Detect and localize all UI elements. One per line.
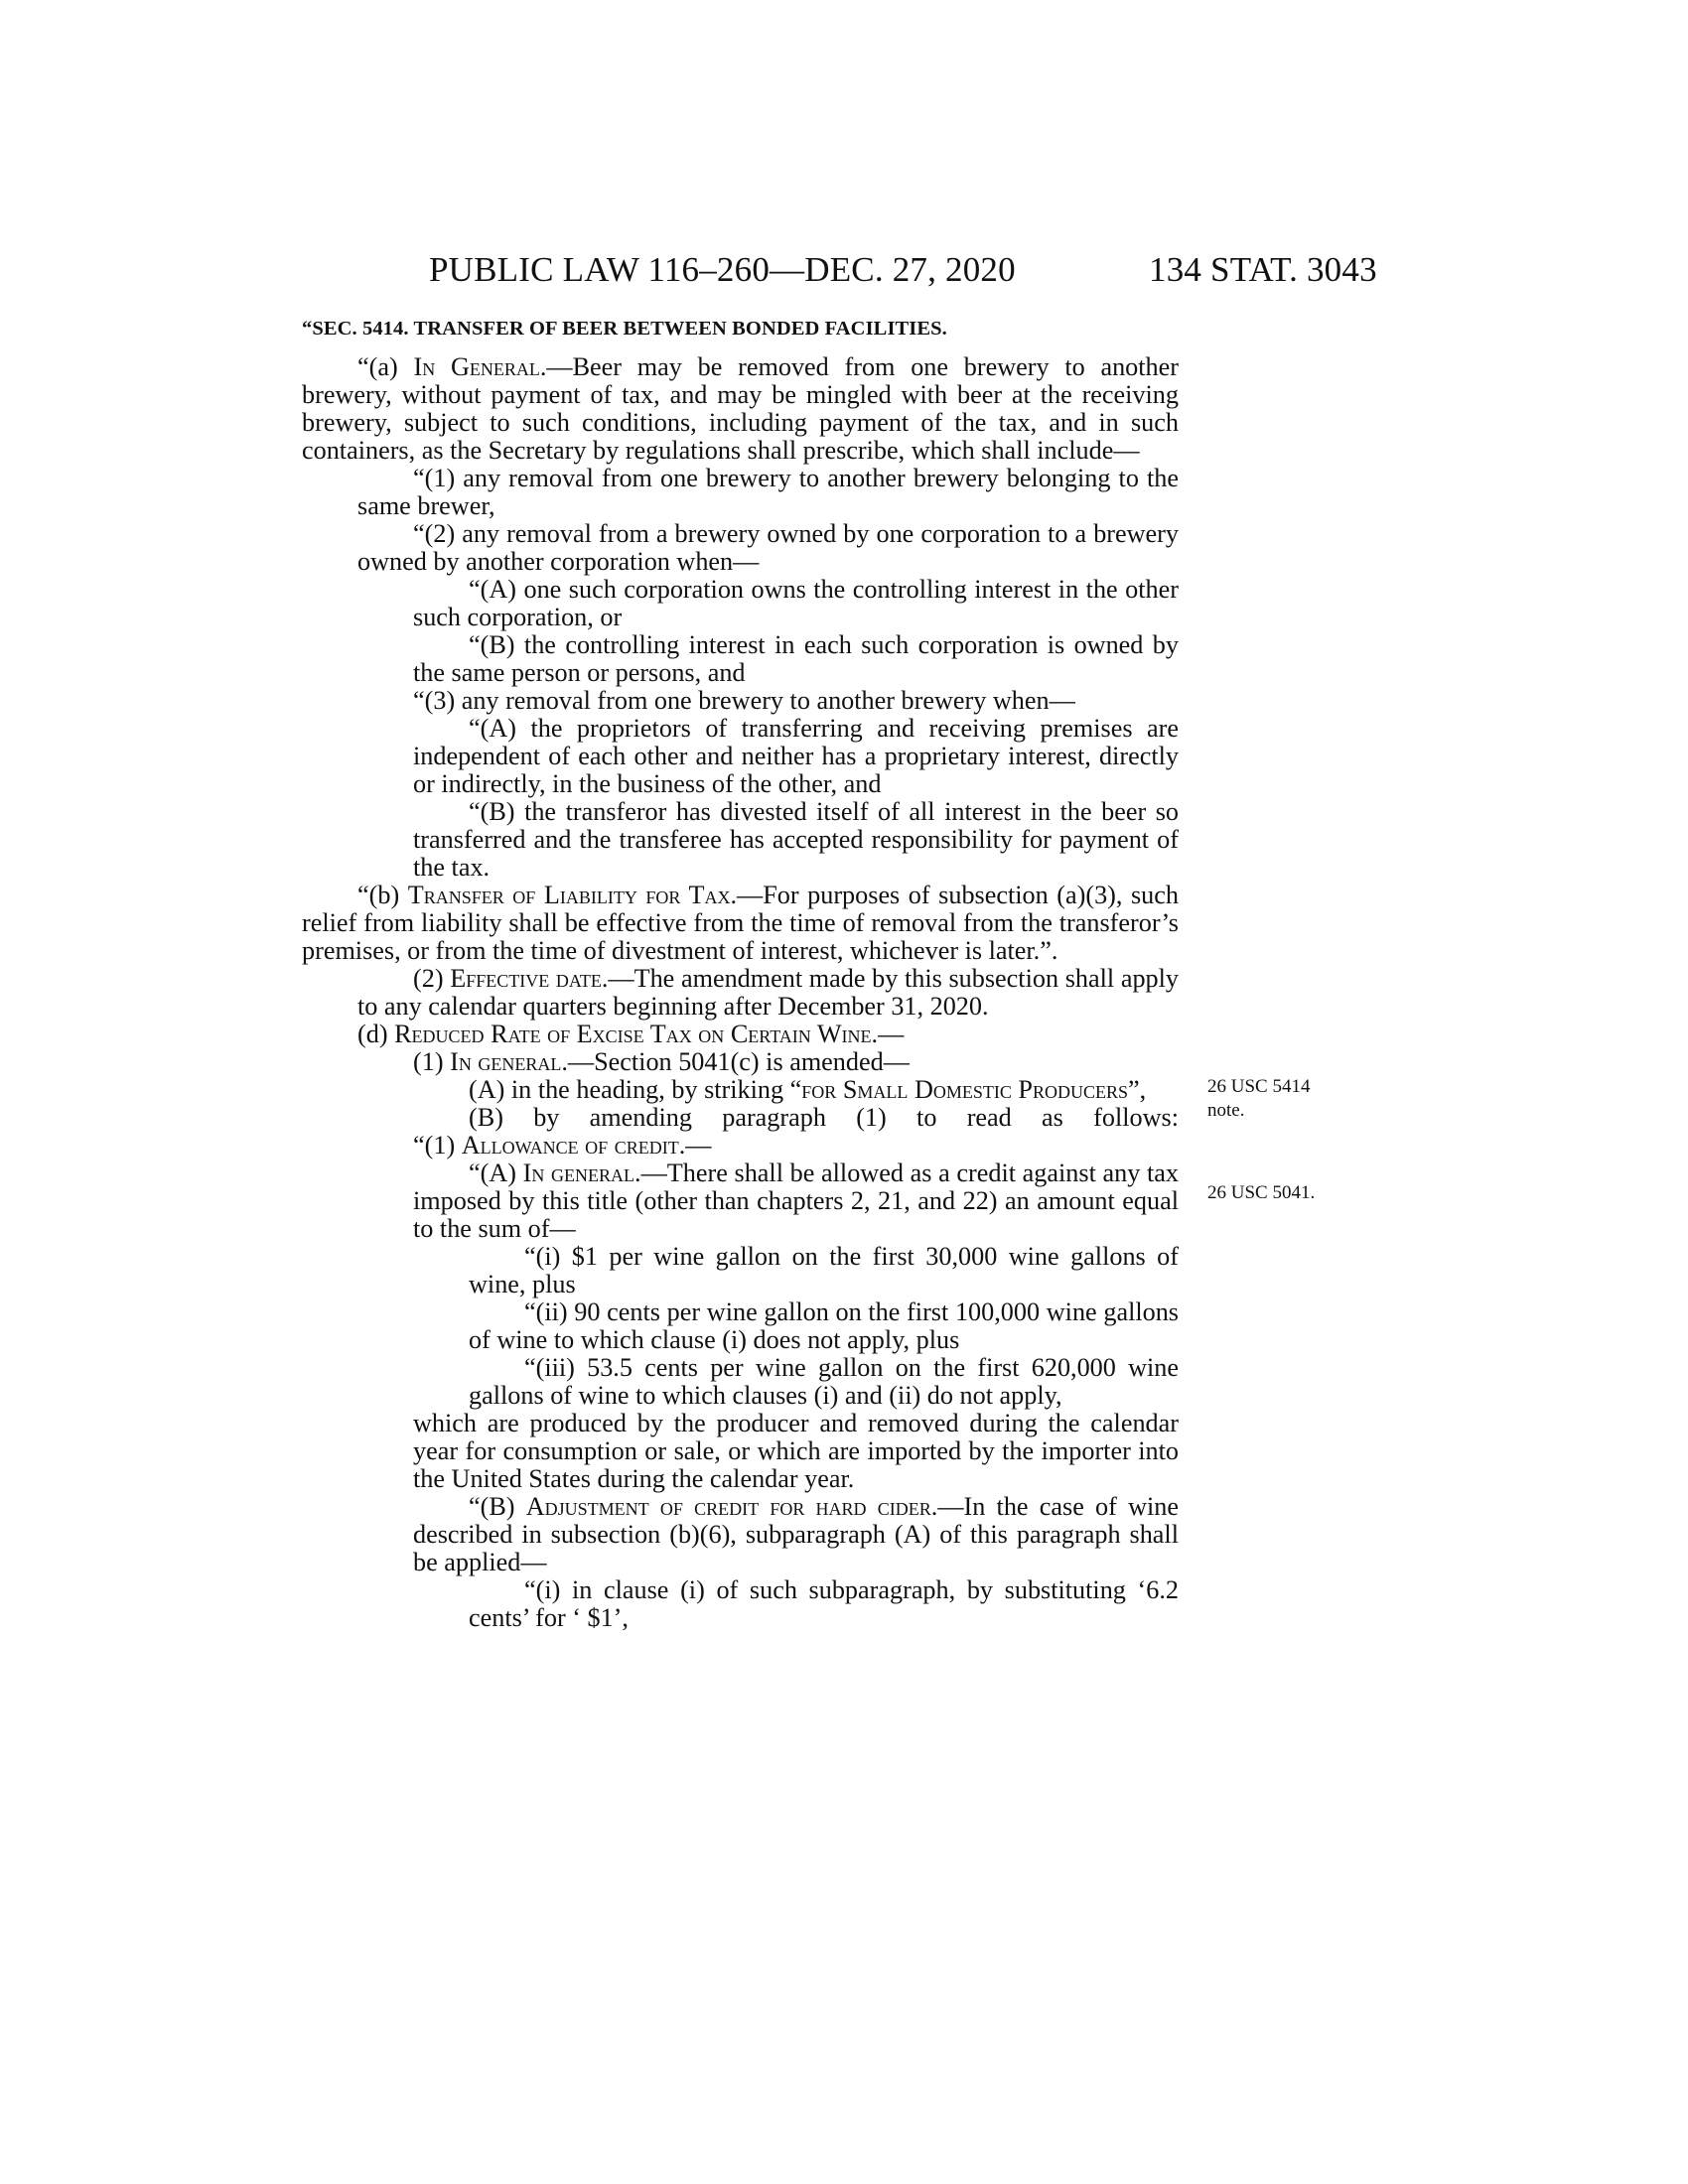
flush-language: which are produced by the producer and removed during the calendar year for consumption or sale, or which are imported by the importer into the United States during the calendar year. (413, 1409, 1179, 1493)
subsection-d-heading: Reduced Rate of Excise Tax on Certain Wine. (394, 1020, 879, 1048)
subsection-b-heading: Transfer of Liability for Tax. (407, 881, 738, 909)
allowance-of-credit-heading: Allowance of credit. (461, 1131, 686, 1160)
subparagraph-d1B: (B) by amending paragraph (1) to read as follows: (469, 1103, 1179, 1132)
subsection-d: (d) Reduced Rate of Excise Tax on Certain Wine.— (357, 1020, 905, 1048)
paragraph-d1: (1) In general.—Section 5041(c) is amended— (413, 1047, 910, 1076)
subsection-a-heading: In General. (413, 352, 547, 381)
paragraph-a2: “(2) any removal from a brewery owned by one corporation to a brewery owned by another corporation when— (357, 519, 1179, 576)
paragraph-a1: “(1) any removal from one brewery to another brewery belonging to the same brewer, (357, 464, 1179, 520)
effective-date-heading: Effective date. (450, 964, 609, 993)
subsection-a: “(a) In General.—Beer may be removed from one brewery to another brewery, without payment of tax, and may be mingled with beer at the receiving brewery, subject to such conditions, including payment of the tax, and in such containers, as the Secretary by regulations shall prescribe, which shall include— (302, 352, 1179, 465)
clause-ii: “(ii) 90 cents per wine gallon on the first 100,000 wine gallons of wine to which clause (i) does not apply, plus (469, 1297, 1179, 1354)
quoted-subparagraph-A: “(A) In general.—There shall be allowed as a credit against any tax imposed by this title (other than chapters 2, 21, and 22) an amount equal to the sum of— (413, 1159, 1179, 1243)
margin-note-26usc5414: 26 USC 5414 note. (1207, 1076, 1311, 1121)
subparagraph-a2A: “(A) one such corporation owns the controlling interest in the other such corporation, or (413, 575, 1179, 631)
running-header-title: PUBLIC LAW 116–260—DEC. 27, 2020 (429, 250, 1016, 289)
subparagraph-a3B: “(B) the transferor has divested itself of all interest in the beer so transferred and the transferee has accepted responsibility for payment of the tax. (413, 797, 1179, 882)
page-stat-number: 134 STAT. 3043 (1149, 250, 1377, 289)
clause-B-i: “(i) in clause (i) of such subparagraph, by substituting ‘6.2 cents’ for ‘ $1’, (469, 1575, 1179, 1632)
clause-iii: “(iii) 53.5 cents per wine gallon on the first 620,000 wine gallons of wine to which clauses (i) and (ii) do not apply, (469, 1353, 1179, 1410)
paragraph-d1-heading: In general. (450, 1047, 568, 1076)
quoted-subparagraph-B: “(B) Adjustment of credit for hard cider.—In the case of wine described in subsection (b)(6), subparagraph (A) of this paragraph shall be applied— (413, 1492, 1179, 1576)
subparagraph-a2B: “(B) the controlling interest in each such corporation is owned by the same person or persons, and (413, 630, 1179, 687)
document-body (302, 353, 1179, 1632)
subsection-b: “(b) Transfer of Liability for Tax.—For purposes of subsection (a)(3), such relief from liability shall be effective from the time of removal from the transferor’s premises, or from the time of divestment of interest, whichever is later.”. (302, 881, 1179, 965)
paragraph-c2-effective-date: (2) Effective date.—The amendment made by this subsection shall apply to any calendar quarters beginning after December 31, 2020. (357, 964, 1179, 1021)
clause-i: “(i) $1 per wine gallon on the first 30,000 wine gallons of wine, plus (469, 1242, 1179, 1298)
quoted-paragraph-1: “(1) Allowance of credit.— (413, 1131, 712, 1160)
margin-note-26usc5041: 26 USC 5041. (1207, 1182, 1316, 1203)
subparagraph-d1A: (A) in the heading, by striking “for Small Domestic Producers”, (469, 1075, 1147, 1104)
paragraph-a3: “(3) any removal from one brewery to another brewery when— (413, 686, 1075, 715)
subparagraph-a3A: “(A) the proprietors of transferring and receiving premises are independent of each other and neither has a proprietary interest, directly or indirectly, in the business of the other, and (413, 714, 1179, 798)
section-heading: “SEC. 5414. TRANSFER OF BEER BETWEEN BONDED FACILITIES. (302, 318, 947, 340)
